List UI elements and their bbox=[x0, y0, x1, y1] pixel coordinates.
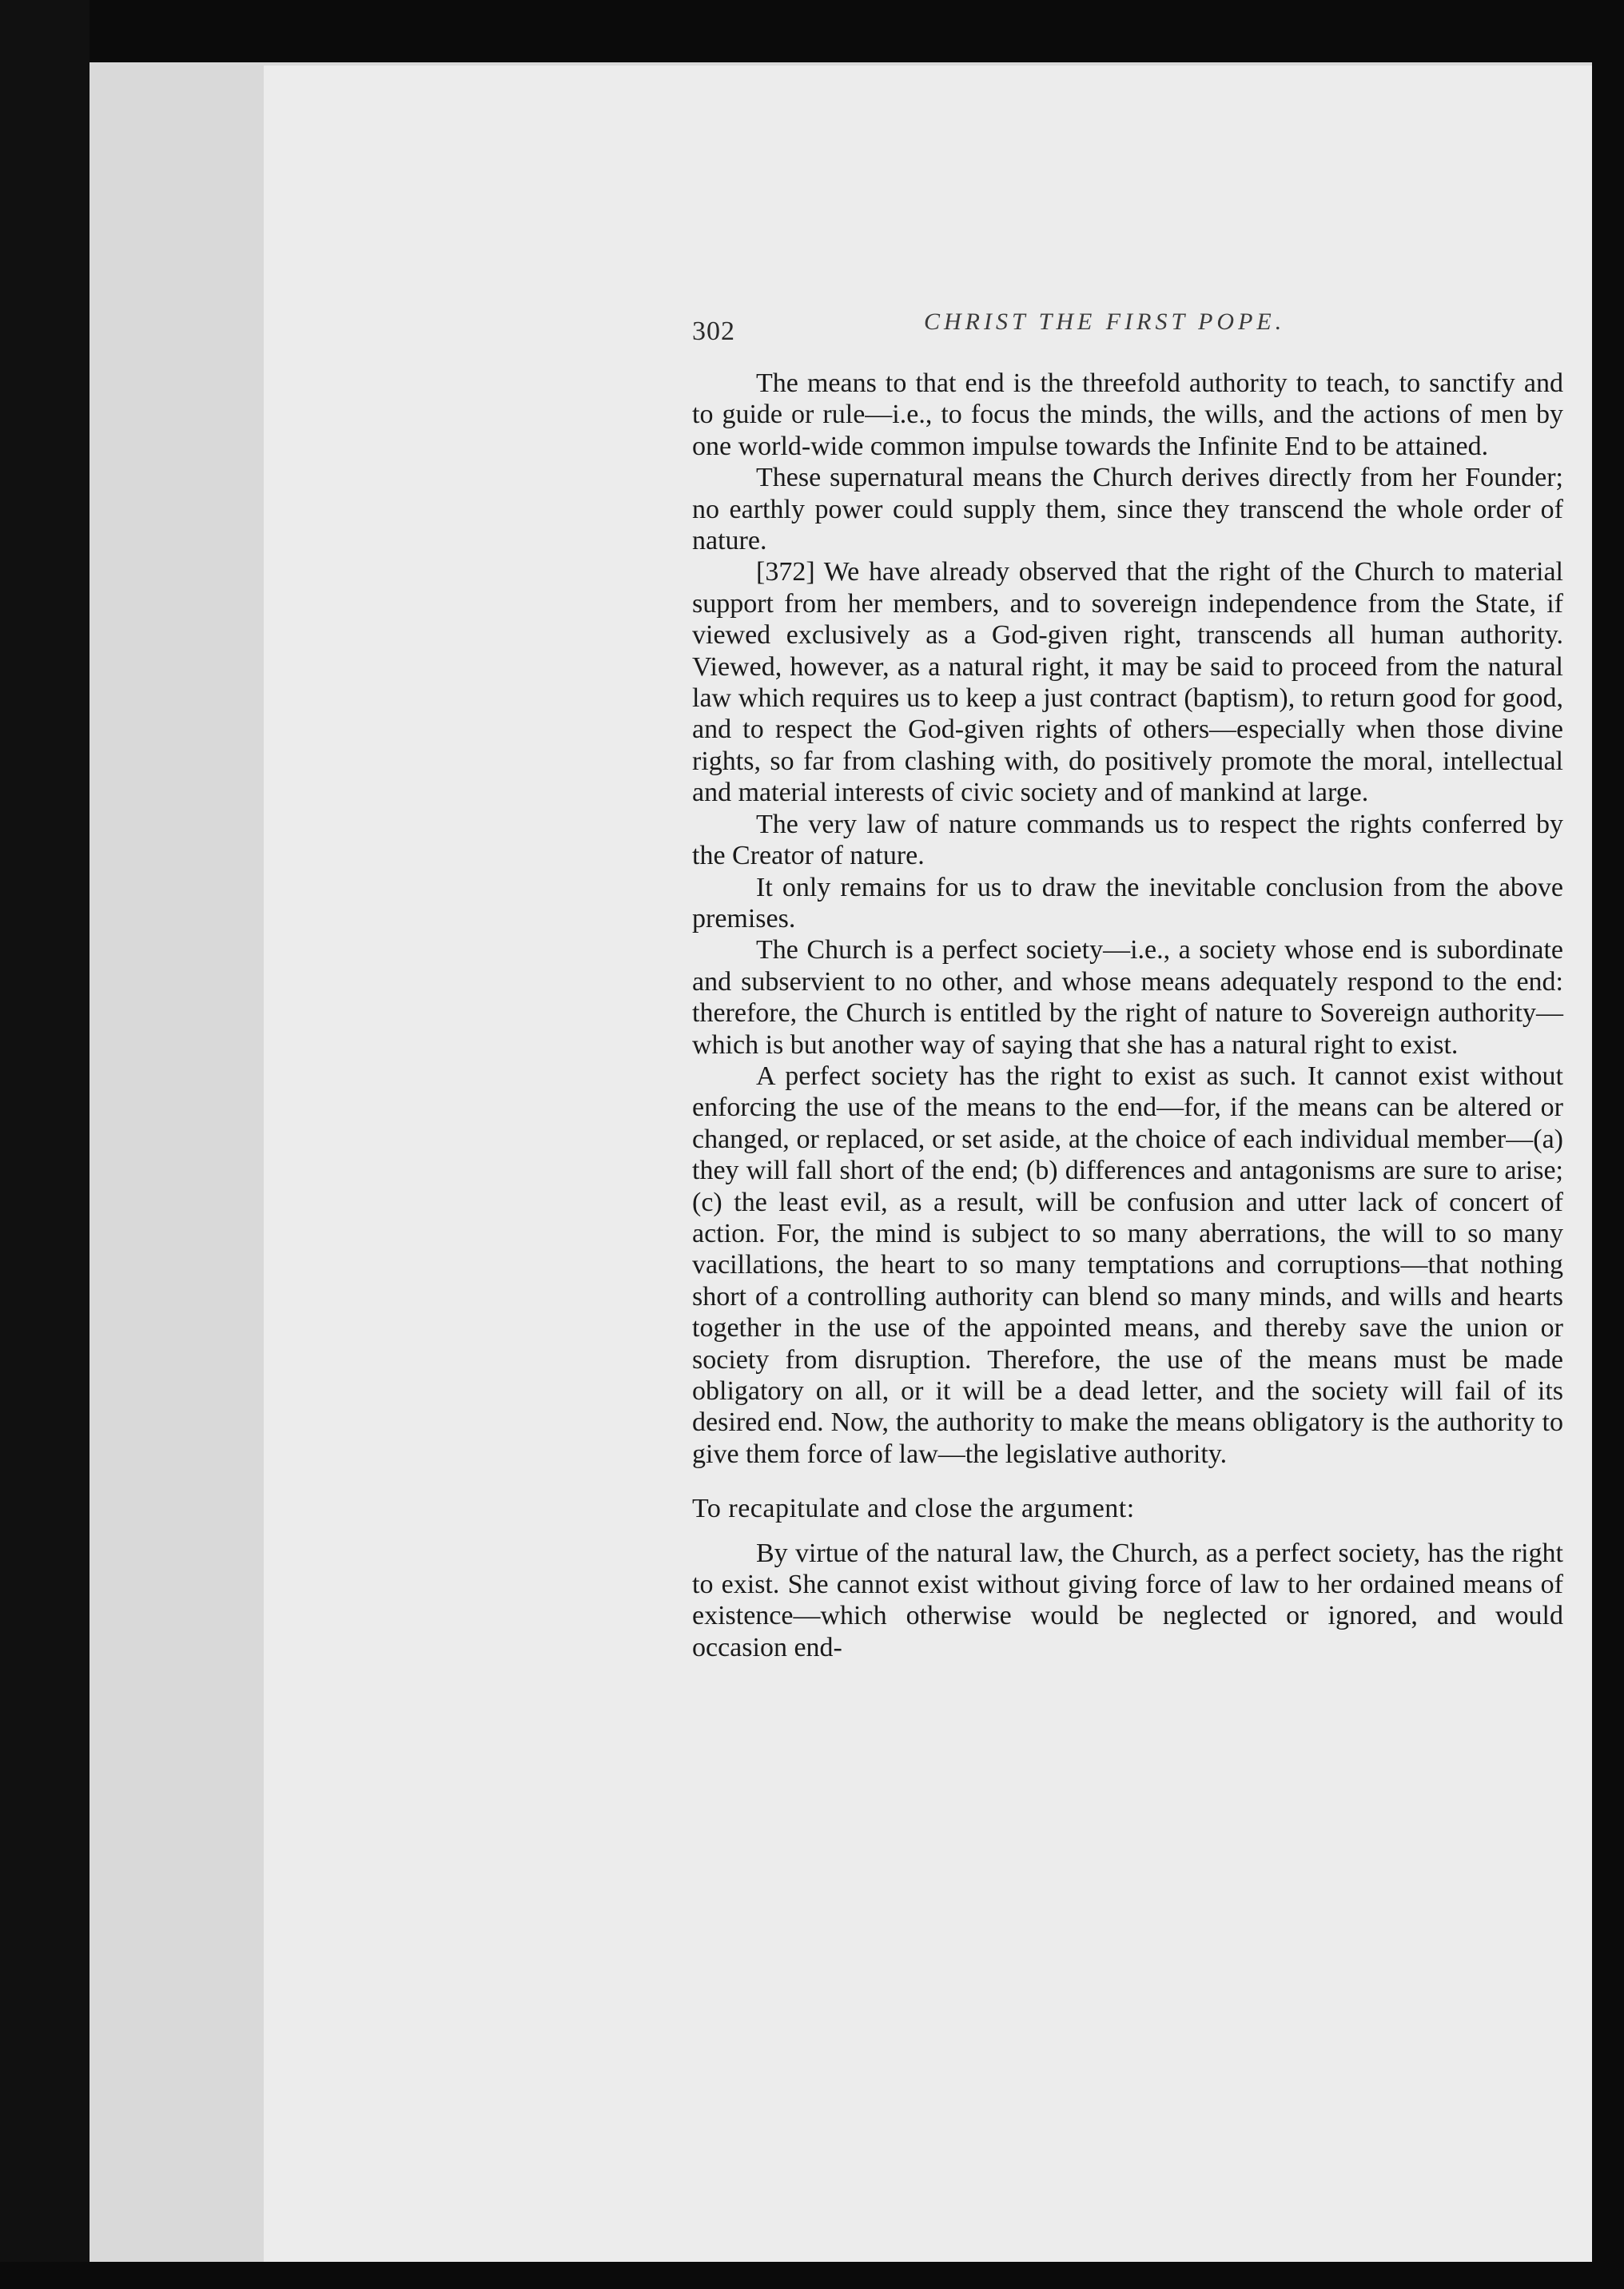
paragraph-6: The Church is a perfect society—i.e., a society whose end is subordinate and subservient to no other, and whose means adequately respond to the end: therefore, the Church is entitled by the right of nature to Sovereign authority—which is but another way of saying that she has a natural right to exist. bbox=[692, 935, 1563, 1060]
scan-right-border bbox=[1592, 0, 1624, 2289]
scan-bottom-border bbox=[0, 2262, 1624, 2289]
paragraph-3: [372] We have already observed that the right of the Church to material support from her members, and to sovereign independence from the State, if viewed exclusively as a God-given right, transcends all human authority. Viewed, however, as a natural right, it may be said to proceed from the natural law which requires us to keep a just contract (baptism), to return good for good, and to respect the God-given rights of others—especially when those divine rights, so far from clashing with, do positively promote the moral, intellectual and material interests of civic society and of mankind at large. bbox=[692, 557, 1563, 808]
scan-top-border bbox=[0, 0, 1624, 62]
final-paragraph: By virtue of the natural law, the Church, as a perfect society, has the right to exist. She cannot exist without giving force of law to her ordained means of existence—which otherwise would be neglected or ignored, and would occasion end- bbox=[692, 1538, 1563, 1662]
paragraph-5: It only remains for us to draw the inevitable conclusion from the above premises. bbox=[692, 872, 1563, 934]
paragraph-1: The means to that end is the threefold authority to teach, to sanctify and to guide or rule—i.e., to focus the minds, the wills, and the actions of men by one world-wide common impulse towards the Infinite End to be attained. bbox=[692, 368, 1563, 461]
paragraph-2: These supernatural means the Church derives directly from her Founder; no earthly power could supply them, since they transcend the whole order of nature. bbox=[692, 463, 1563, 556]
recap-heading: To recapitulate and close the argument: bbox=[692, 1494, 1135, 1524]
paragraph-7: A perfect society has the right to exist as such. It cannot exist without enforcing the use of the means to the end—for, if the means can be altered or changed, or replaced, or set aside, at the choice of each individual member—(a) they will fall short of the end; (b) differences and antagonisms are sure to arise; (c) the least evil, as a result, will be confusion and utter lack of concert of action. For, the mind is subject to so many aberrations, the will to so many vacillations, the heart to so many temptations and corruptions—that nothing short of a controlling authority can blend so many minds, and wills and hearts together in the use of the appointed means, and thereby save the union or society from disruption. Therefore, the use of the means must be made obligatory on all, or it will be a dead letter, and the society will fail of its desired end. Now, the authority to make the means obligatory is the authority to give them force of law—the legislative authority. bbox=[692, 1061, 1563, 1469]
page-text bbox=[692, 368, 1563, 1663]
scan-left-border bbox=[0, 0, 90, 2289]
page-number: 302 bbox=[692, 316, 735, 346]
paragraph-4: The very law of nature commands us to respect the rights conferred by the Creator of nature. bbox=[692, 809, 1563, 871]
page-header bbox=[692, 305, 1568, 353]
running-head: CHRIST THE FIRST POPE. bbox=[924, 309, 1286, 335]
